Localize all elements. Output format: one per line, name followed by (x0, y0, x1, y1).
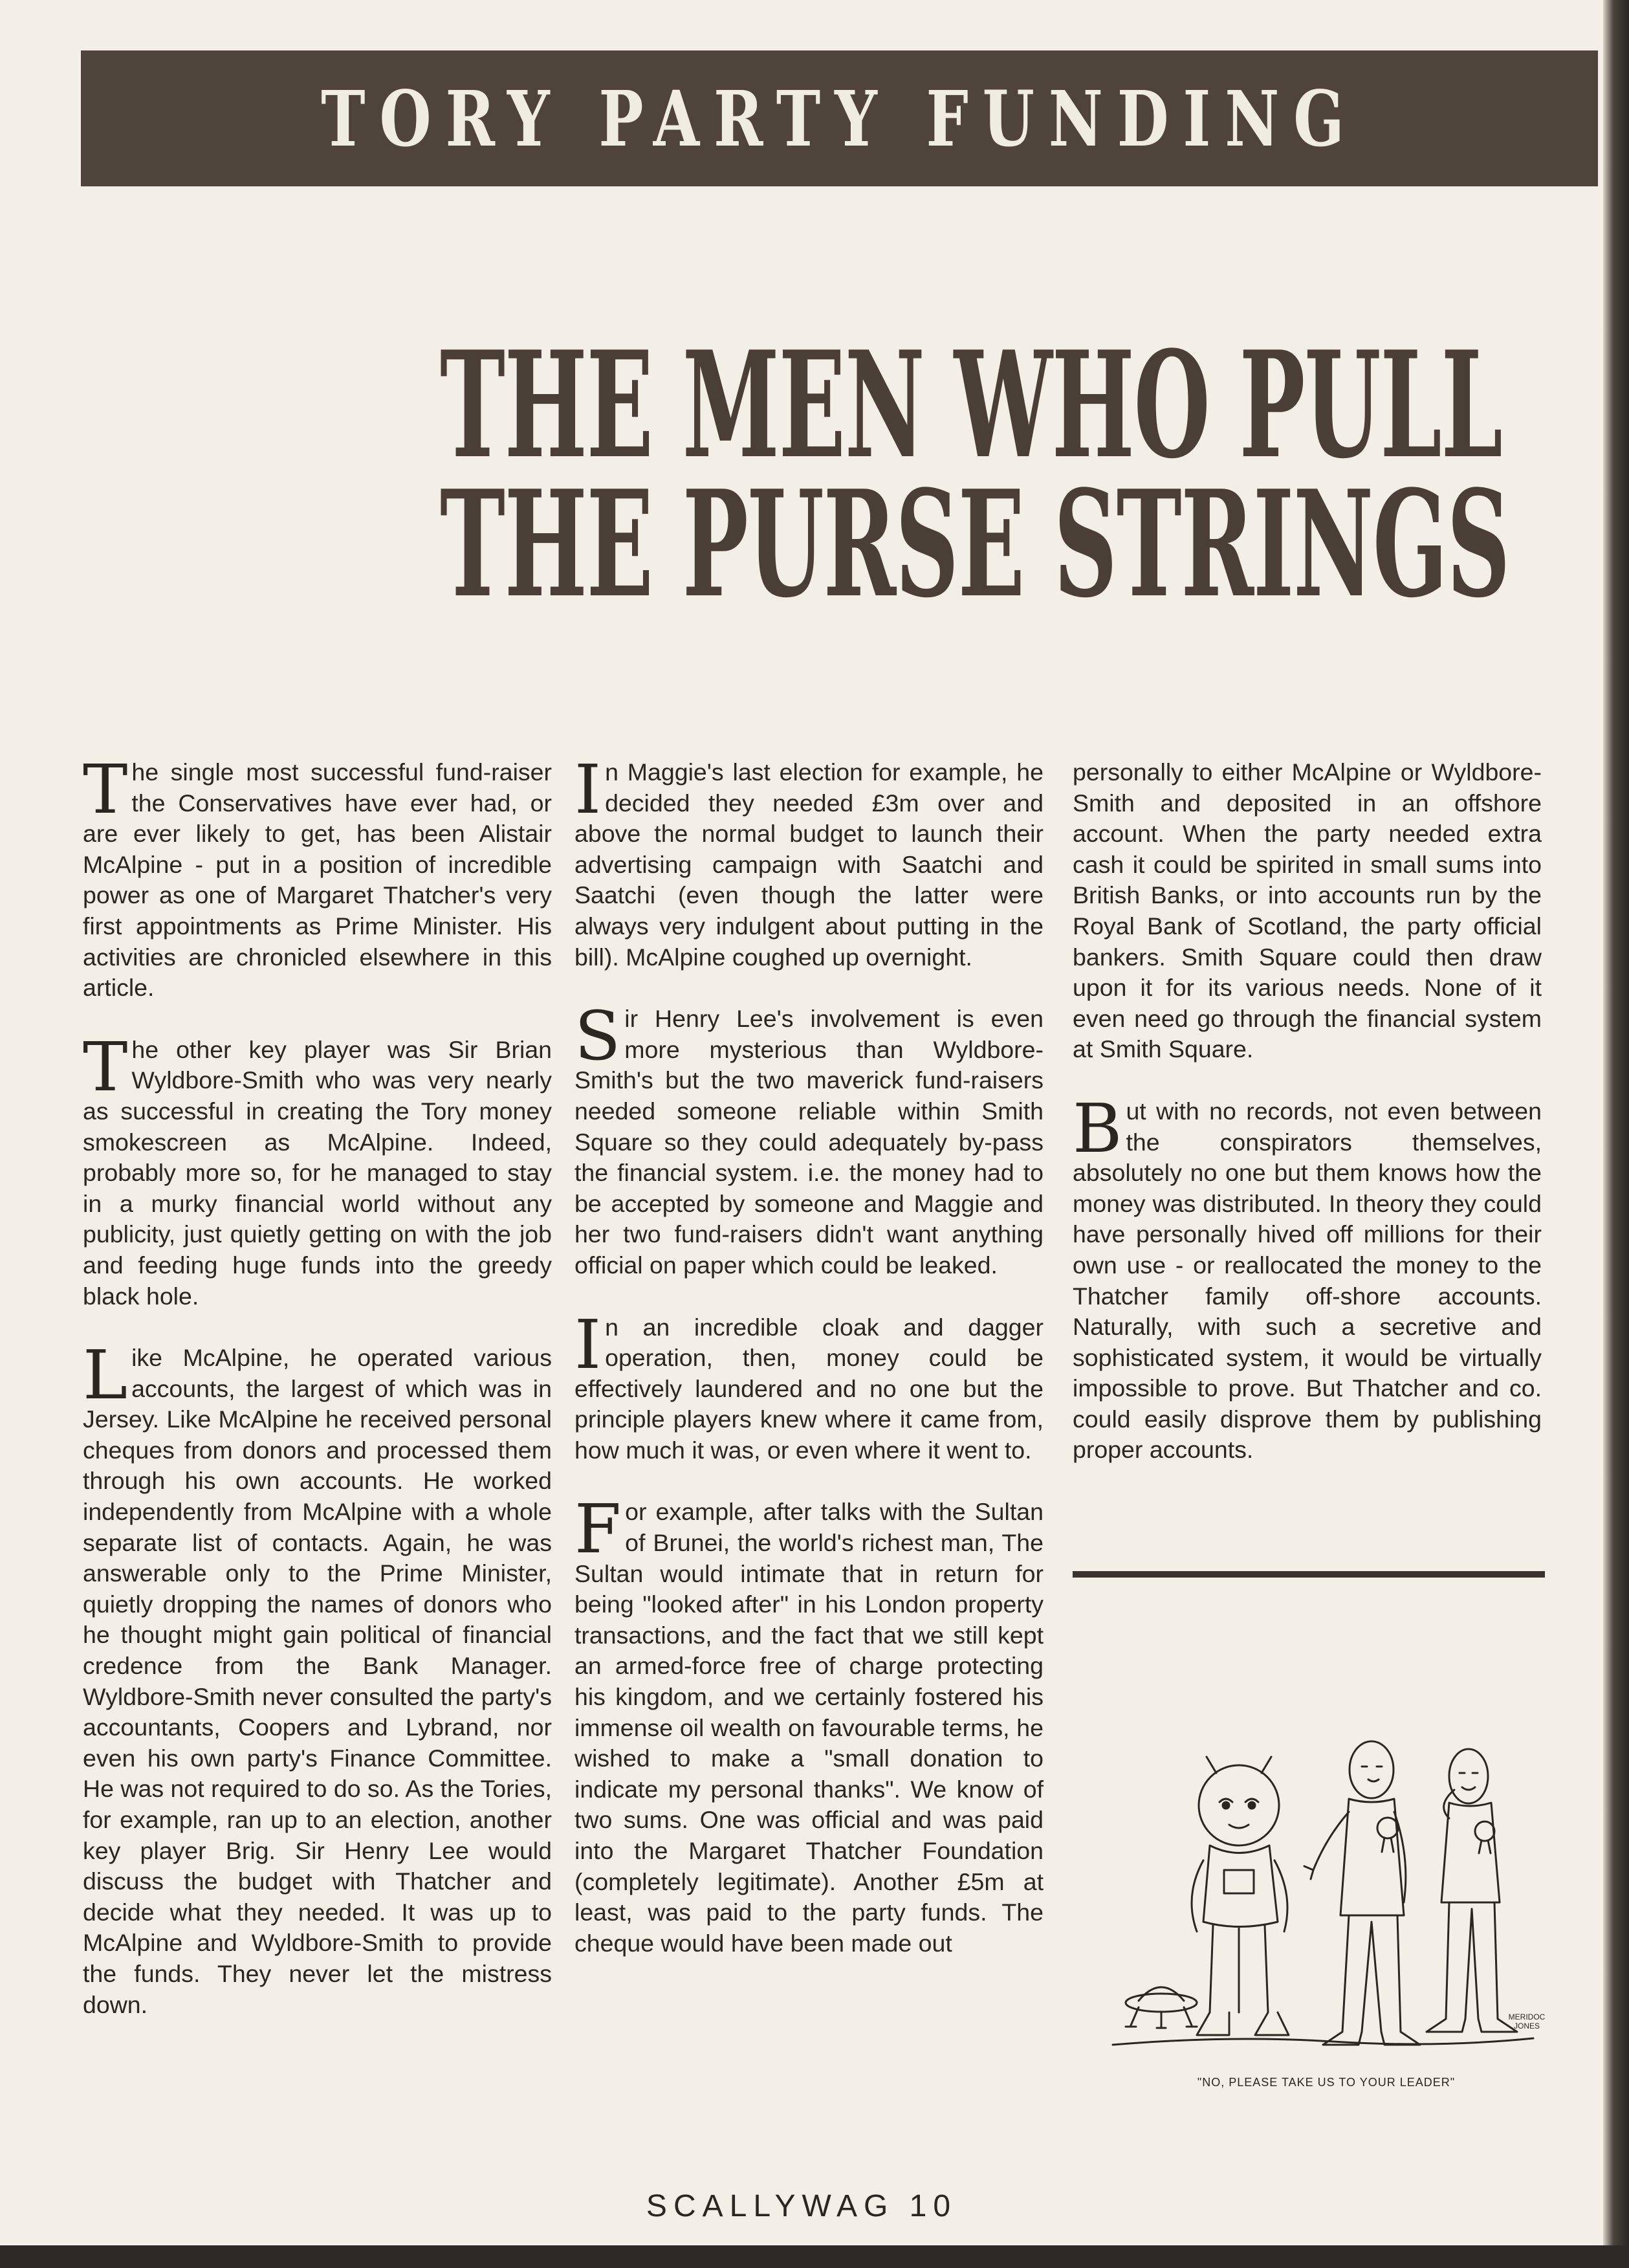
paragraph-text: personally to either McAlpine or Wyldbore-Smith and deposited in an offshore account. When the party needed extra cash it could be spirited in small sums into British Banks, or into accounts run by the Royal Bank of Scotland, the party official bankers. Smith Square could then draw upon it for its various needs. None of it even need go through the financial system at Smith Square. (1073, 758, 1542, 1063)
cartoon-caption: "NO, PLEASE TAKE US TO YOUR LEADER" (1197, 2076, 1456, 2089)
paragraph-text: n Maggie's last election for example, he decided they needed £3m over and above the normal budget to launch their advertising campaign with Saatchi and Saatchi (even though the latter were always very indulgent about putting in the bill). McAlpine coughed up overnight. (574, 758, 1044, 971)
drop-cap: T (83, 750, 128, 829)
headline-line-1: THE MEN WHO PULL (440, 320, 1502, 491)
page-bottom-shadow (0, 2245, 1629, 2268)
drop-cap: T (83, 1027, 128, 1106)
paragraph (83, 1336, 552, 2020)
page-footer: SCALLYWAG 10 (646, 2189, 957, 2223)
paragraph (574, 996, 1044, 1281)
paragraph-text: ir Henry Lee's involvement is even more mysterious than Wyldbore-Smith's but the two maverick fund-raisers needed someone reliable within Smith Square so they could adequately by-pass the financial system. i.e. the money had to be accepted by someone and Maggie and her two fund-raisers didn't want anything official on paper which could be leaked. (574, 1005, 1044, 1279)
paragraph-text: ut with no records, not even between the conspirators themselves, absolutely no one but them knows how the money was distributed. In theory they could have personally hived off millions for their own use - or reallocated the money to the Thatcher family off-shore accounts. Naturally, with such a secretive and sophisticated system, it would be virtually impossible to prove. But Thatcher and co. could easily disprove them by publishing proper accounts. (1073, 1097, 1542, 1464)
paragraph-text: he other key player was Sir Brian Wyldbore-Smith who was very nearly as successful in creating the Tory money smokescreen as McAlpine. Indeed, probably more so, for he managed to stay in a murky financial world without any publicity, just quietly getting on with the job and feeding huge funds into the greedy black hole. (83, 1035, 552, 1310)
article-column-3 (1073, 757, 1542, 1497)
paragraph-text: ike McAlpine, he operated various accounts, the largest of which was in Jersey. Like McAlpine he received personal cheques from donors and processed them through his own accounts. He worked independently from McAlpine with a whole separate list of contacts. Again, he was answerable only to the Prime Minister, quietly dropping the names of donors who he thought might gain political of financial credence from the Bank Manager. Wyldbore-Smith never consulted the party's accountants, Coopers and Lybrand, nor even his own party's Finance Committee. He was not required to do so. As the Tories, for example, ran up to an election, another key player Brig. Sir Henry Lee would discuss the budget with Thatcher and decide what they needed. It was up to McAlpine and Wyldbore-Smith to provide the funds. They never let the mistress down. (83, 1344, 552, 2018)
section-banner (81, 50, 1598, 186)
paragraph (1073, 1088, 1542, 1466)
headline-line-2: THE PURSE STRINGS (440, 458, 1510, 630)
drop-cap: B (1073, 1088, 1122, 1168)
column-divider-rule (1073, 1571, 1545, 1578)
paragraph (574, 1490, 1044, 1959)
paragraph (574, 1305, 1044, 1466)
drop-cap: I (574, 1305, 602, 1384)
cartoonist-signature: MERIDOC JONES (1508, 2012, 1546, 2031)
cartoon-illustration (1100, 1708, 1540, 2122)
drop-cap: L (83, 1336, 128, 1415)
paragraph-text: or example, after talks with the Sultan of Brunei, the world's richest man, The Sultan would intimate that in return for being "looked after" in his London property transactions, and the fact that we still kept an armed-force free of charge protecting his kingdom, and we certainly fostered his immense oil wealth on favourable terms, he wished to make a "small donation to indicate my personal thanks". We know of two sums. One was official and was paid into the Margaret Thatcher Foundation (completely legitimate). Another £5m at least, was paid to the party funds. The cheque would have been made out (574, 1498, 1044, 1957)
paragraph-text: n an incredible cloak and dagger operation, then, money could be effectively laundered and no one but the principle players knew where it came from, how much it was, or even where it went to. (574, 1313, 1044, 1464)
paragraph (83, 1027, 552, 1312)
drop-cap: S (574, 996, 621, 1076)
page-edge-shadow (1603, 0, 1629, 2268)
article-column-2 (574, 750, 1044, 1990)
paragraph (574, 750, 1044, 973)
drop-cap: F (574, 1490, 622, 1569)
section-title: TORY PARTY FUNDING (320, 73, 1359, 164)
article-column-1 (83, 750, 552, 2051)
drop-cap: I (574, 750, 602, 829)
paragraph (1073, 757, 1542, 1065)
article-headline (194, 320, 1510, 630)
paragraph (83, 750, 552, 1004)
paragraph-text: he single most successful fund-raiser the Conservatives have ever had, or are ever likely to get, has been Alistair McAlpine - put in a position of incredible power as one of Margaret Thatcher's very first appointments as Prime Minister. His activities are chronicled elsewhere in this article. (83, 758, 552, 1002)
